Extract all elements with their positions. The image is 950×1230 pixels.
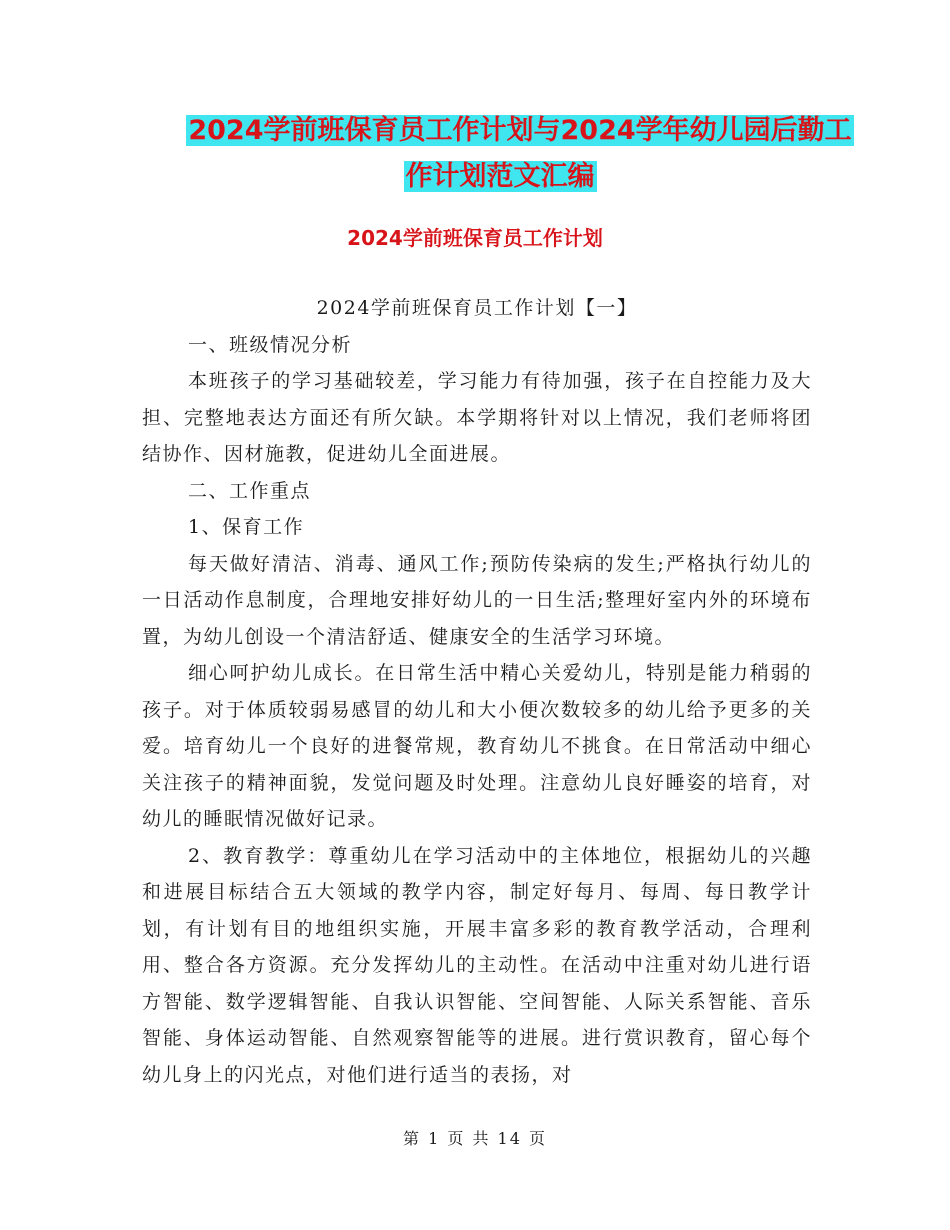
document-body	[142, 290, 812, 1093]
heading-work-focus: 二、工作重点	[188, 479, 312, 502]
heading-class-analysis: 一、班级情况分析	[188, 333, 353, 356]
paragraph-daily-care: 每天做好清洁、消毒、通风工作;预防传染病的发生;严格执行幼儿的一日活动作息制度，合理地安排好幼儿的一日生活;整理好室内外的环境布置，为幼儿创设一个清洁舒适、健康安全的生活学习环境。	[142, 552, 812, 648]
document-title	[140, 108, 860, 200]
page-footer: 第 1 页 共 14 页	[403, 1129, 547, 1148]
document-title-line-2: 作计划范文汇编	[405, 161, 595, 192]
subtitle: 2024学前班保育员工作计划【一】	[316, 297, 638, 319]
document-title-line-1: 2024学前班保育员工作计划与2024学年幼儿园后勤工	[188, 115, 852, 146]
paragraph-class-analysis: 本班孩子的学习基础较差，学习能力有待加强，孩子在自控能力及大担、完整地表达方面还有所欠缺。本学期将针对以上情况，我们老师将团结协作、因材施教，促进幼儿全面进展。	[142, 370, 812, 465]
paragraph-child-care: 细心呵护幼儿成长。在日常生活中精心关爱幼儿，特别是能力稍弱的孩子。对于体质较弱易感冒的幼儿和大小便次数较多的幼儿给予更多的关爱。培育幼儿一个良好的进餐常规，教育幼儿不挑食。在日常活动中细心关注孩子的精神面貌，发觉问题及时处理。注意幼儿良好睡姿的培育，对幼儿的睡眠情况做好记录。	[142, 662, 812, 830]
heading-care-work: 1、保育工作	[188, 516, 305, 538]
paragraph-teaching: 2、教育教学：尊重幼儿在学习活动中的主体地位，根据幼儿的兴趣和进展目标结合五大领域的教学内容，制定好每月、每周、每日教学计划，有计划有目的地组织实施，开展丰富多彩的教育教学活动，合理利用、整合各方资源。充分发挥幼儿的主动性。在活动中注重对幼儿进行语方智能、数学逻辑智能、自我认识智能、空间智能、人际关系智能、音乐智能、身体运动智能、自然观察智能等的进展。进行赏识教育，留心每个幼儿身上的闪光点，对他们进行适当的表扬，对	[142, 844, 812, 1086]
section-title: 2024学前班保育员工作计划	[347, 226, 603, 250]
